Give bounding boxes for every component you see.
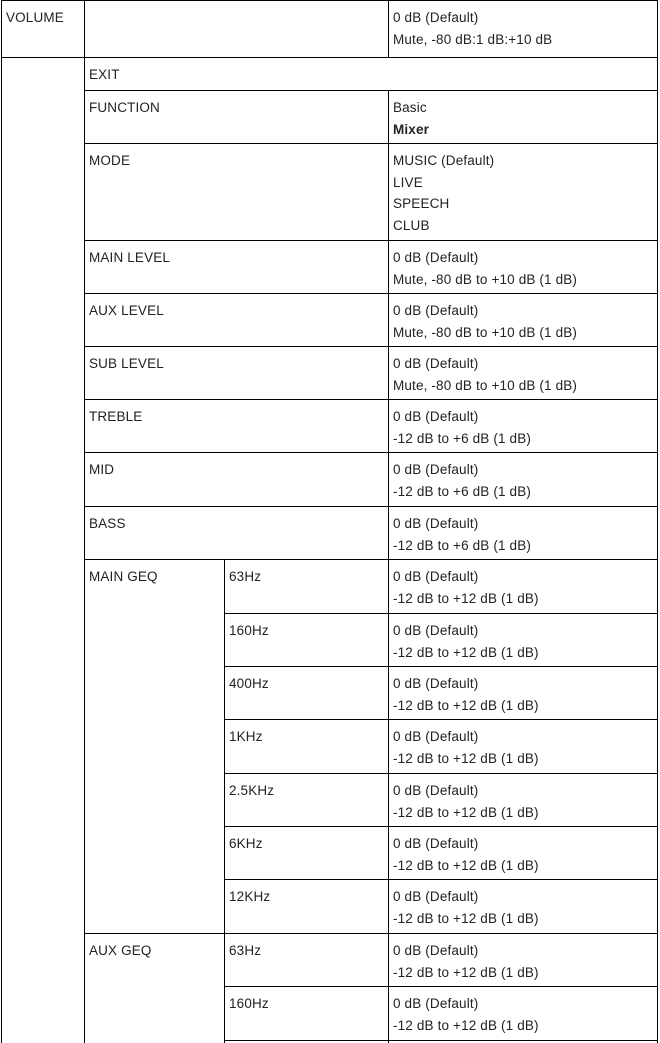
param-cell-text: TREBLE	[89, 409, 143, 424]
param-cell-text: AUX LEVEL	[89, 303, 164, 318]
value-cell-line: SPEECH	[393, 196, 450, 212]
value-cell-line: Mute, -80 dB:1 dB:+10 dB	[393, 31, 553, 47]
param-cell-text: SUB LEVEL	[89, 356, 164, 371]
param-cell-text: MODE	[89, 153, 131, 168]
param-cell	[84, 559, 224, 613]
param-cell	[84, 90, 224, 143]
value-cell-line: CLUB	[393, 217, 430, 233]
value-cell	[388, 666, 657, 719]
value-cell-text	[393, 406, 531, 449]
param-cell-text: BASS	[89, 516, 126, 531]
freq-cell	[224, 559, 388, 613]
param-cell	[84, 399, 224, 452]
value-cell-line: 0 dB (Default)	[393, 250, 479, 265]
param-cell	[84, 346, 224, 399]
freq-cell-text: 63Hz	[229, 943, 262, 958]
value-cell-line: -12 dB to +12 dB (1 dB)	[393, 590, 539, 606]
table-rule	[657, 0, 658, 1043]
value-cell-line: -12 dB to +6 dB (1 dB)	[393, 483, 532, 499]
param-cell	[84, 143, 224, 240]
value-cell-text	[393, 7, 552, 50]
value-cell-line: 0 dB (Default)	[393, 409, 479, 424]
value-cell-line: 0 dB (Default)	[393, 516, 479, 531]
value-cell-line: 0 dB (Default)	[393, 303, 479, 318]
param-cell	[84, 933, 224, 986]
freq-cell-text: 63Hz	[229, 569, 262, 584]
value-cell-line: -12 dB to +6 dB (1 dB)	[393, 430, 532, 446]
value-cell-text	[393, 300, 577, 343]
param-cell	[84, 506, 224, 559]
value-cell	[388, 719, 657, 773]
value-cell	[388, 506, 657, 559]
value-cell	[388, 773, 657, 826]
value-cell-text	[393, 833, 539, 876]
value-cell-line: -12 dB to +12 dB (1 dB)	[393, 910, 539, 926]
param-cell	[1, 0, 84, 57]
value-cell	[388, 240, 657, 293]
value-cell-text	[393, 353, 577, 396]
table-rule	[84, 0, 85, 57]
value-cell-line: -12 dB to +12 dB (1 dB)	[393, 857, 539, 873]
freq-cell	[224, 719, 388, 773]
value-cell-text	[393, 940, 539, 983]
freq-cell-text: 2.5KHz	[229, 783, 275, 798]
value-cell	[388, 143, 657, 240]
value-cell-text	[393, 780, 539, 823]
value-cell	[388, 346, 657, 399]
value-cell-text	[393, 566, 539, 609]
value-cell-line: 0 dB (Default)	[393, 943, 479, 958]
value-cell-text	[393, 673, 539, 716]
value-cell-text	[393, 459, 531, 502]
value-cell-line: -12 dB to +12 dB (1 dB)	[393, 964, 539, 980]
value-cell-line: 0 dB (Default)	[393, 462, 479, 477]
value-cell-text	[393, 150, 494, 236]
param-cell	[84, 452, 224, 506]
value-cell-line: 0 dB (Default)	[393, 729, 479, 744]
value-cell-line: -12 dB to +6 dB (1 dB)	[393, 537, 532, 553]
value-cell	[388, 559, 657, 613]
table-rule	[224, 1040, 658, 1041]
value-cell-line: -12 dB to +12 dB (1 dB)	[393, 644, 539, 660]
value-cell-line: MUSIC (Default)	[393, 153, 495, 168]
param-cell-text: MID	[89, 462, 115, 477]
value-cell	[388, 90, 657, 143]
freq-cell-text: 12KHz	[229, 889, 271, 904]
value-cell-line: 0 dB (Default)	[393, 996, 479, 1011]
value-cell-line: 0 dB (Default)	[393, 356, 479, 371]
value-cell-line: Mute, -80 dB to +10 dB (1 dB)	[393, 271, 578, 287]
freq-cell-text: 160Hz	[229, 996, 269, 1011]
param-cell	[84, 293, 224, 346]
param-cell-text: AUX GEQ	[89, 943, 152, 958]
value-cell-line: 0 dB (Default)	[393, 783, 479, 798]
value-cell-line: -12 dB to +12 dB (1 dB)	[393, 750, 539, 766]
value-cell-line: Mixer	[393, 121, 430, 137]
param-cell-text: FUNCTION	[89, 100, 160, 115]
value-cell	[388, 879, 657, 933]
freq-cell	[224, 986, 388, 1040]
value-cell	[388, 0, 657, 57]
param-cell-text: EXIT	[89, 67, 120, 82]
value-cell	[388, 293, 657, 346]
value-cell-line: -12 dB to +12 dB (1 dB)	[393, 804, 539, 820]
value-cell	[388, 399, 657, 452]
value-cell	[388, 933, 657, 986]
value-cell-text	[393, 726, 539, 769]
freq-cell	[224, 613, 388, 666]
freq-cell-text: 400Hz	[229, 676, 269, 691]
param-cell-text: VOLUME	[6, 10, 64, 25]
freq-cell	[224, 773, 388, 826]
freq-cell	[224, 933, 388, 986]
value-cell	[388, 826, 657, 879]
value-cell-line: 0 dB (Default)	[393, 836, 479, 851]
value-cell-text	[393, 620, 539, 663]
freq-cell	[224, 666, 388, 719]
param-cell	[84, 57, 224, 90]
table-rule	[1, 0, 2, 1043]
value-cell-line: 0 dB (Default)	[393, 569, 479, 584]
value-cell-line: Basic	[393, 100, 427, 115]
value-cell-line: LIVE	[393, 174, 423, 190]
value-cell-line: Mute, -80 dB to +10 dB (1 dB)	[393, 377, 578, 393]
value-cell-text	[393, 993, 539, 1036]
value-cell-line: 0 dB (Default)	[393, 623, 479, 638]
value-cell-text	[393, 97, 429, 140]
param-cell-text: MAIN LEVEL	[89, 250, 171, 265]
value-cell-line: -12 dB to +12 dB (1 dB)	[393, 1017, 539, 1033]
value-cell-text	[393, 886, 539, 929]
value-cell-text	[393, 247, 577, 290]
freq-cell	[224, 879, 388, 933]
value-cell-line: 0 dB (Default)	[393, 889, 479, 904]
value-cell-line: -12 dB to +12 dB (1 dB)	[393, 697, 539, 713]
freq-cell	[224, 826, 388, 879]
param-cell	[84, 240, 224, 293]
value-cell-line: 0 dB (Default)	[393, 676, 479, 691]
value-cell-text	[393, 513, 531, 556]
freq-cell-text: 1KHz	[229, 729, 263, 744]
value-cell	[388, 613, 657, 666]
value-cell	[388, 986, 657, 1040]
value-cell-line: Mute, -80 dB to +10 dB (1 dB)	[393, 324, 578, 340]
freq-cell-text: 6KHz	[229, 836, 263, 851]
param-cell-text: MAIN GEQ	[89, 569, 158, 584]
value-cell-line: 0 dB (Default)	[393, 10, 479, 25]
value-cell	[388, 452, 657, 506]
freq-cell-text: 160Hz	[229, 623, 269, 638]
